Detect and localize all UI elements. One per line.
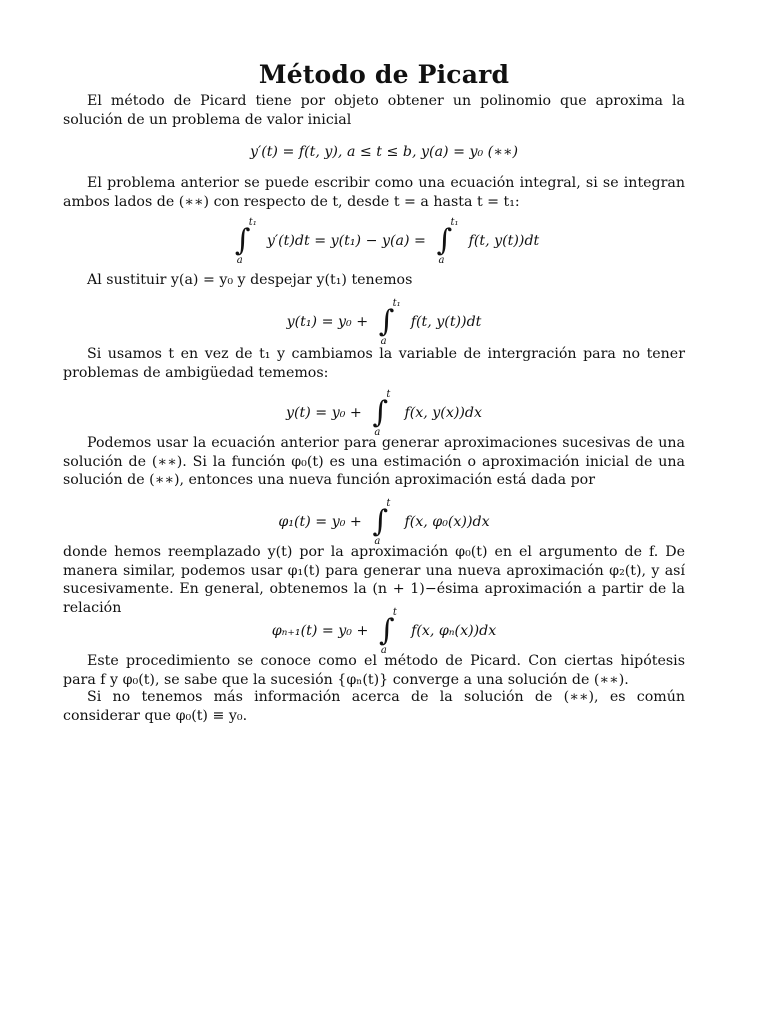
equation-solved (0, 298, 768, 347)
paragraph-picard-method (63, 652, 685, 689)
equation-ivp (0, 142, 768, 162)
paragraph-substitute (63, 271, 685, 290)
paragraph-variable-change (63, 345, 685, 382)
equation-integrated (0, 217, 768, 266)
integral-symbol: ∫ t₁ a (436, 217, 459, 266)
paragraph-successive-text: Podemos usar la ecuación anterior para generar aproximaciones sucesivas de una solución de (∗∗). Si la función φ₀(t) es una estimación o aproximación inicial de una solución de (∗∗), entonces una nueva función aproximación está dada por (63, 435, 685, 488)
integral-upper-limit: t (392, 607, 397, 618)
paragraph-replacement (63, 543, 685, 617)
integral-lower-limit: a (374, 427, 381, 438)
integral-symbol: ∫ t₁ a (234, 217, 257, 266)
equation-phi1-rhs: f(x, φ₀(x))dx (404, 514, 490, 530)
integral-lower-limit: a (380, 336, 387, 347)
paragraph-intro (63, 92, 685, 129)
integral-symbol: ∫ t a (372, 389, 391, 438)
paragraph-picard-method-text: Este procedimiento se conoce como el método de Picard. Con ciertas hipótesis para f y φ₀(t), se sabe que la sucesión {φₙ(t)} converge a una solución de (∗∗). (63, 653, 685, 688)
page-title: Método de Picard (258, 60, 510, 89)
equation-integrated-rhs: f(t, y(t))dt (468, 233, 540, 249)
equation-solved-lhs: y(t₁) = y₀ + (286, 314, 369, 330)
paragraph-initial-guess-text: Si no tenemos más información acerca de la solución de (∗∗), es común considerar que φ₀(t) ≡ y₀. (63, 689, 685, 724)
integral-lower-limit: a (236, 255, 243, 266)
paragraph-integral-form-text: El problema anterior se puede escribir como una ecuación integral, si se integran ambos lados de (∗∗) con respecto de t, desde t = a hasta t = t₁: (63, 175, 685, 210)
equation-phi-n-lhs: φₙ₊₁(t) = y₀ + (271, 623, 369, 639)
integral-upper-limit: t₁ (392, 298, 401, 309)
integral-symbol: ∫ t a (378, 607, 397, 656)
paragraph-integral-form (63, 174, 685, 211)
integral-upper-limit: t₁ (248, 217, 257, 228)
integral-lower-limit: a (380, 645, 387, 656)
paragraph-variable-change-text: Si usamos t en vez de t₁ y cambiamos la variable de intergración para no tener problemas de ambigüedad tememos: (63, 346, 685, 381)
integral-lower-limit: a (438, 255, 445, 266)
equation-integral-form-rhs: f(x, y(x))dx (404, 405, 482, 421)
paragraph-intro-text: El método de Picard tiene por objeto obtener un polinomio que aproxima la solución de un problema de valor inicial (63, 93, 685, 128)
paragraph-replacement-text: donde hemos reemplazado y(t) por la aproximación φ₀(t) en el argumento de f. De manera similar, podemos usar φ₁(t) para generar una nueva aproximación φ₂(t), y así sucesivamente. En general, obtenemos la (n + 1)−ésima aproximación a partir de la relación (63, 544, 685, 616)
equation-phi-n (0, 607, 768, 656)
equation-phi1-lhs: φ₁(t) = y₀ + (278, 514, 362, 530)
integral-upper-limit: t (386, 498, 391, 509)
integral-upper-limit: t (386, 389, 391, 400)
integral-lower-limit: a (374, 536, 381, 547)
integral-upper-limit: t₁ (450, 217, 459, 228)
equation-integral-form-lhs: y(t) = y₀ + (286, 405, 362, 421)
paragraph-initial-guess (63, 688, 685, 725)
integral-symbol: ∫ t₁ a (378, 298, 401, 347)
equation-integrated-lhs: y′(t)dt = y(t₁) − y(a) = (266, 233, 426, 249)
equation-solved-rhs: f(t, y(t))dt (410, 314, 482, 330)
paragraph-substitute-text: Al sustituir y(a) = y₀ y despejar y(t₁) tenemos (87, 272, 413, 288)
equation-integral-form (0, 389, 768, 438)
paragraph-successive (63, 434, 685, 490)
equation-phi1 (0, 498, 768, 547)
equation-phi-n-rhs: f(x, φₙ(x))dx (411, 623, 497, 639)
equation-ivp-text: y′(t) = f(t, y), a ≤ t ≤ b, y(a) = y₀ (∗∗) (249, 144, 519, 160)
integral-symbol: ∫ t a (372, 498, 391, 547)
